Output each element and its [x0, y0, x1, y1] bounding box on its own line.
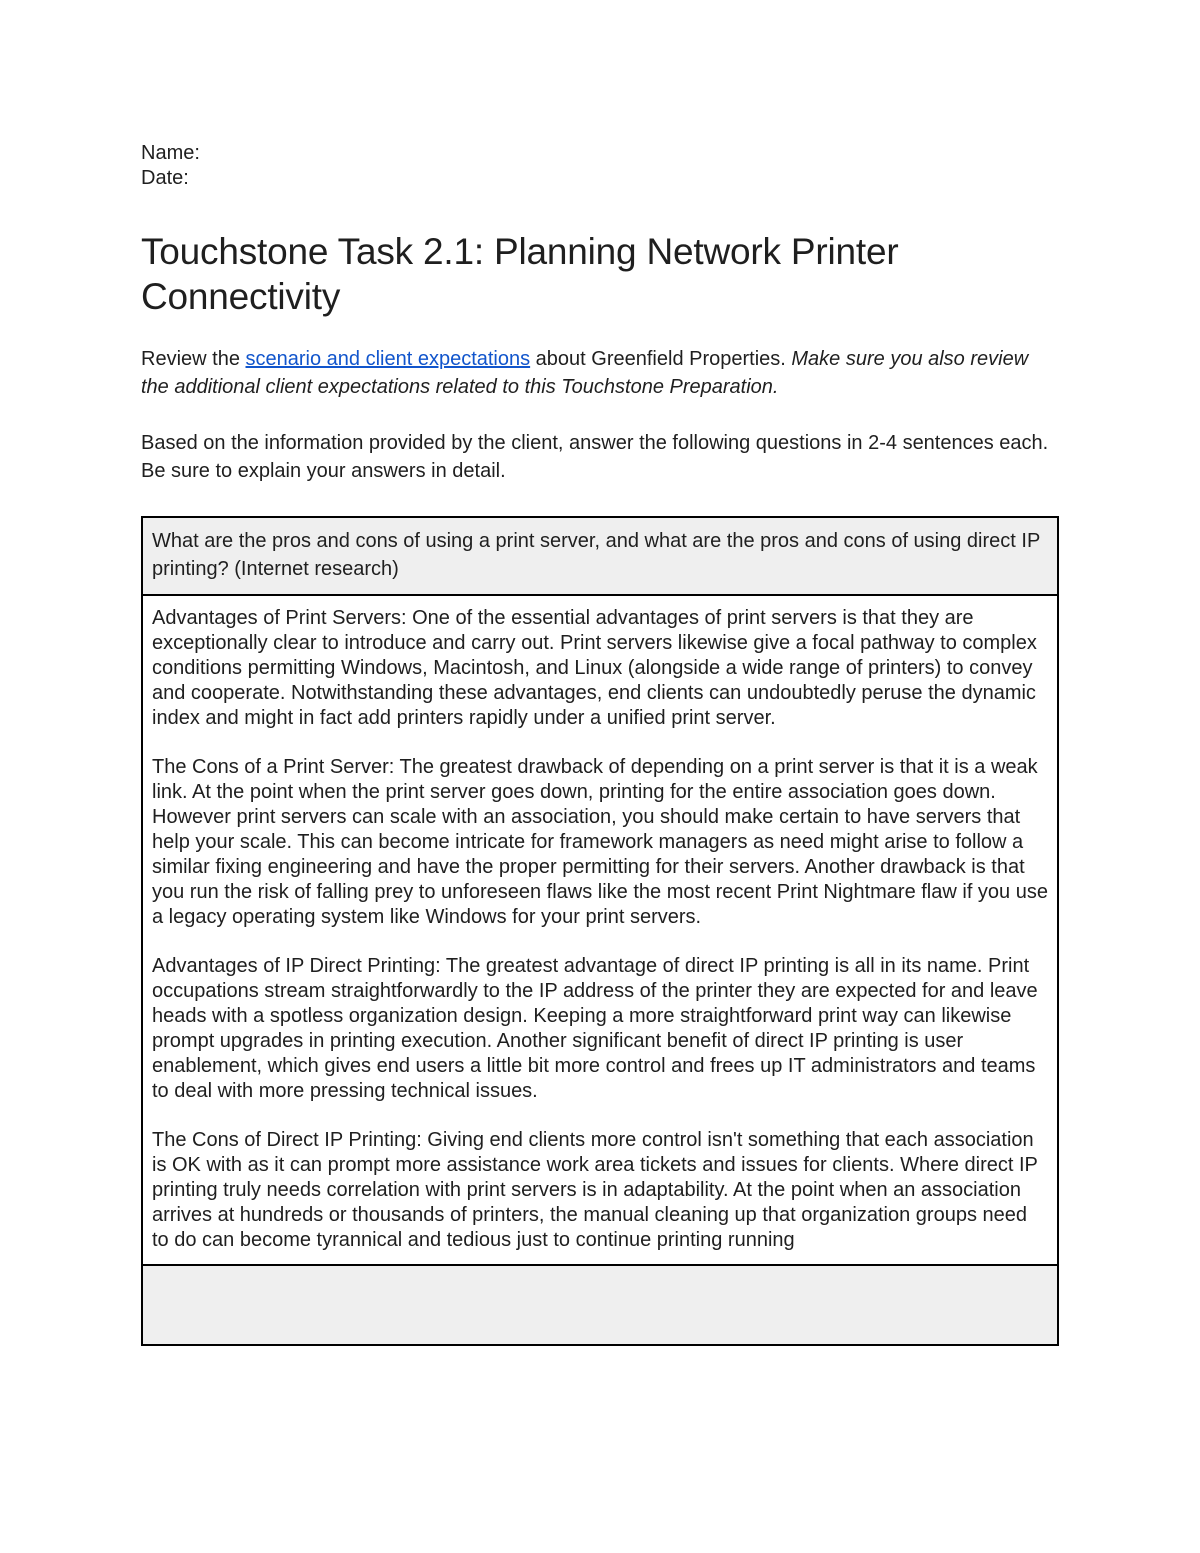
intro-paragraph [141, 345, 1061, 401]
answer-cell[interactable] [143, 596, 1057, 1266]
intro-prefix: Review the [141, 348, 246, 370]
answer-paragraph-direct-ip-pros: Advantages of IP Direct Printing: The greatest advantage of direct IP printing is all in its name. Print occupations stream straightforwardly to the IP address of the printer they are expected for and leave heads with a spotless organization design. Keeping a more straightforward print way can likewise prompt upgrades in printing execution. Another significant benefit of direct IP printing is user enablement, which gives end users a little bit more control and frees up IT administrators and teams to deal with more pressing technical issues. [152, 955, 1038, 1102]
name-label: Name: [141, 142, 200, 164]
question-answer-table [141, 516, 1059, 1346]
scenario-link[interactable]: scenario and client expectations [245, 348, 531, 370]
answer-paragraph-print-server-pros: Advantages of Print Servers: One of the essential advantages of print servers is that they are exceptionally clear to introduce and carry out. Print servers likewise give a focal pathway to complex conditions permitting Windows, Macintosh, and Linux (alongside a wide range of printers) to convey and cooperate. Notwithstanding these advantages, end clients can undoubtedly peruse the dynamic index and might in fact add printers rapidly under a unified print server. [152, 607, 1037, 729]
date-label: Date: [141, 167, 189, 189]
instructions-paragraph: Based on the information provided by the client, answer the following questions in 2-4 sentences each. Be sure to explain your answers in detail. [141, 432, 1049, 482]
intro-italic-note: Make sure you also review the additional client expectations related to this Touchstone Preparation. [141, 348, 1029, 398]
document-title: Touchstone Task 2.1: Planning Network Printer Connectivity [141, 231, 899, 317]
intro-after-link: about Greenfield Properties. [530, 348, 792, 370]
question-cell: What are the pros and cons of using a print server, and what are the pros and cons of using direct IP printing? (Internet research) [143, 518, 1057, 596]
document-page [141, 141, 1061, 1346]
answer-paragraph-print-server-cons: The Cons of a Print Server: The greatest drawback of depending on a print server is that it is a weak link. At the point when the print server goes down, printing for the entire association goes down. However print servers can scale with an association, you should make certain to have servers that help your scale. This can become intricate for framework managers as need might arise to follow a similar fixing engineering and have the proper permitting for their servers. Another drawback is that you run the risk of falling prey to unforeseen flaws like the most recent Print Nightmare flaw if you use a legacy operating system like Windows for your print servers. [152, 756, 1048, 928]
answer-paragraph-direct-ip-cons: The Cons of Direct IP Printing: Giving end clients more control isn't something that each association is OK with as it can prompt more assistance work area tickets and issues for clients. Where direct IP printing truly needs correlation with print servers is in adaptability. At the point when an association arrives at hundreds or thousands of printers, the manual cleaning up that organization groups need to do can become tyrannical and tedious just to continue printing running [152, 1129, 1038, 1251]
empty-table-cell[interactable] [143, 1266, 1057, 1344]
